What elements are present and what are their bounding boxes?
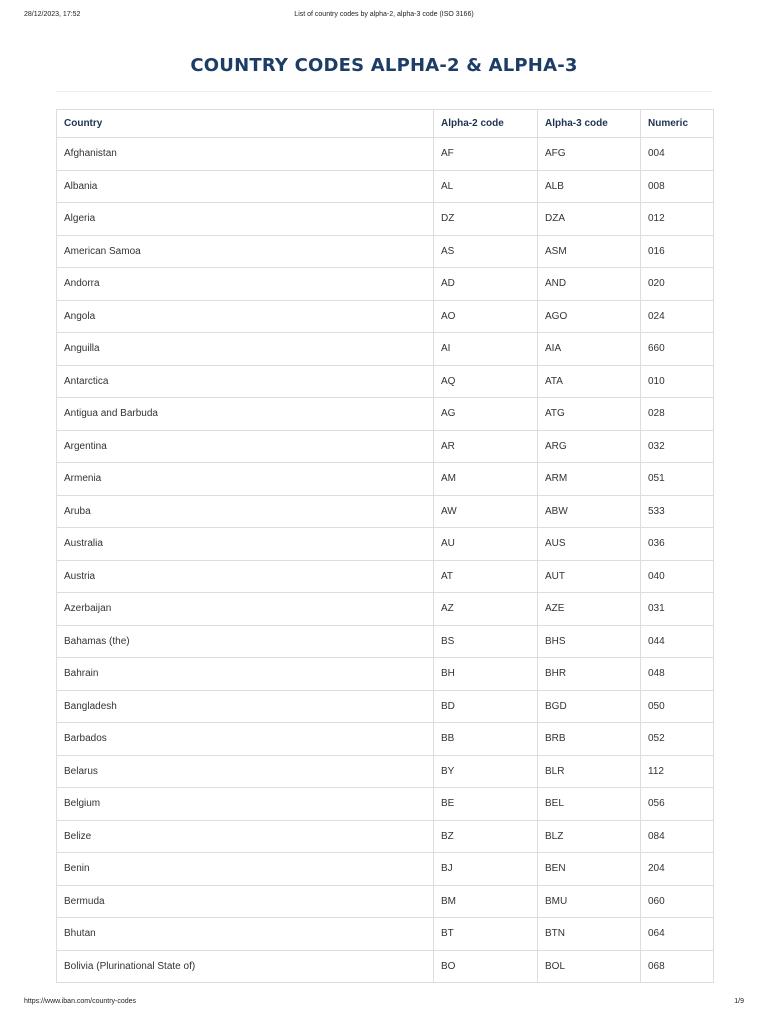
numeric-cell: 040 <box>641 560 714 593</box>
alpha-2-cell: BM <box>434 885 538 918</box>
country-cell: Argentina <box>57 430 434 463</box>
alpha-2-cell: AW <box>434 495 538 528</box>
alpha-3-cell: BRB <box>538 723 641 756</box>
numeric-cell: 020 <box>641 268 714 301</box>
numeric-cell: 031 <box>641 593 714 626</box>
numeric-cell: 204 <box>641 853 714 886</box>
numeric-cell: 048 <box>641 658 714 691</box>
alpha-2-cell: BY <box>434 755 538 788</box>
country-cell: Austria <box>57 560 434 593</box>
table-row <box>57 950 714 983</box>
numeric-cell: 032 <box>641 430 714 463</box>
table-row <box>57 625 714 658</box>
table-row <box>57 918 714 951</box>
alpha-3-cell: BHR <box>538 658 641 691</box>
table-row <box>57 690 714 723</box>
alpha-2-cell: AR <box>434 430 538 463</box>
country-cell: Belgium <box>57 788 434 821</box>
alpha-2-cell: BT <box>434 918 538 951</box>
alpha-3-cell: BMU <box>538 885 641 918</box>
alpha-3-cell: BLR <box>538 755 641 788</box>
alpha-2-cell: AO <box>434 300 538 333</box>
alpha-2-cell: AI <box>434 333 538 366</box>
table-row <box>57 853 714 886</box>
alpha-3-cell: BLZ <box>538 820 641 853</box>
country-cell: Benin <box>57 853 434 886</box>
numeric-cell: 112 <box>641 755 714 788</box>
country-codes-table <box>56 109 714 983</box>
country-cell: Bangladesh <box>57 690 434 723</box>
alpha-3-cell: DZA <box>538 203 641 236</box>
numeric-cell: 064 <box>641 918 714 951</box>
country-cell: Australia <box>57 528 434 561</box>
alpha-2-cell: BJ <box>434 853 538 886</box>
numeric-cell: 084 <box>641 820 714 853</box>
country-cell: Bhutan <box>57 918 434 951</box>
alpha-3-cell: BHS <box>538 625 641 658</box>
numeric-cell: 068 <box>641 950 714 983</box>
column-header-alpha-2: Alpha-2 code <box>434 110 538 138</box>
alpha-3-cell: BOL <box>538 950 641 983</box>
numeric-cell: 008 <box>641 170 714 203</box>
numeric-cell: 028 <box>641 398 714 431</box>
page-number: 1/9 <box>734 998 744 1005</box>
alpha-3-cell: BGD <box>538 690 641 723</box>
country-cell: Afghanistan <box>57 138 434 171</box>
table-row <box>57 495 714 528</box>
alpha-3-cell: AND <box>538 268 641 301</box>
table-row <box>57 820 714 853</box>
table-row <box>57 723 714 756</box>
alpha-2-cell: AD <box>434 268 538 301</box>
column-header-country: Country <box>57 110 434 138</box>
table-row <box>57 365 714 398</box>
country-cell: Barbados <box>57 723 434 756</box>
alpha-2-cell: AF <box>434 138 538 171</box>
country-cell: Andorra <box>57 268 434 301</box>
table-body <box>57 138 714 983</box>
page-title: COUNTRY CODES ALPHA-2 & ALPHA-3 <box>190 55 578 76</box>
table-row <box>57 398 714 431</box>
alpha-2-cell: AZ <box>434 593 538 626</box>
table-row <box>57 170 714 203</box>
table-row <box>57 235 714 268</box>
print-header <box>24 11 744 23</box>
alpha-3-cell: AUT <box>538 560 641 593</box>
country-cell: Bolivia (Plurinational State of) <box>57 950 434 983</box>
alpha-3-cell: ARM <box>538 463 641 496</box>
column-header-numeric: Numeric <box>641 110 714 138</box>
numeric-cell: 056 <box>641 788 714 821</box>
alpha-2-cell: AS <box>434 235 538 268</box>
alpha-3-cell: AIA <box>538 333 641 366</box>
alpha-3-cell: ALB <box>538 170 641 203</box>
document-title: List of country codes by alpha-2, alpha-3 code (ISO 3166) <box>294 11 474 18</box>
table-row <box>57 138 714 171</box>
country-cell: Armenia <box>57 463 434 496</box>
table-row <box>57 755 714 788</box>
alpha-2-cell: BD <box>434 690 538 723</box>
alpha-3-cell: BEL <box>538 788 641 821</box>
table-header-row <box>57 110 714 138</box>
alpha-2-cell: BE <box>434 788 538 821</box>
numeric-cell: 010 <box>641 365 714 398</box>
numeric-cell: 050 <box>641 690 714 723</box>
country-cell: Azerbaijan <box>57 593 434 626</box>
alpha-3-cell: BTN <box>538 918 641 951</box>
alpha-2-cell: DZ <box>434 203 538 236</box>
table-row <box>57 560 714 593</box>
alpha-3-cell: BEN <box>538 853 641 886</box>
alpha-2-cell: BS <box>434 625 538 658</box>
table-row <box>57 300 714 333</box>
country-cell: Bahrain <box>57 658 434 691</box>
alpha-2-cell: AL <box>434 170 538 203</box>
print-footer <box>24 998 744 1010</box>
numeric-cell: 051 <box>641 463 714 496</box>
alpha-2-cell: BO <box>434 950 538 983</box>
alpha-3-cell: AZE <box>538 593 641 626</box>
numeric-cell: 016 <box>641 235 714 268</box>
alpha-3-cell: ARG <box>538 430 641 463</box>
alpha-3-cell: ATG <box>538 398 641 431</box>
alpha-2-cell: AG <box>434 398 538 431</box>
alpha-2-cell: AU <box>434 528 538 561</box>
country-cell: Angola <box>57 300 434 333</box>
table-row <box>57 268 714 301</box>
alpha-2-cell: AQ <box>434 365 538 398</box>
alpha-3-cell: ABW <box>538 495 641 528</box>
numeric-cell: 024 <box>641 300 714 333</box>
print-date: 28/12/2023, 17:52 <box>24 11 81 18</box>
country-cell: Bahamas (the) <box>57 625 434 658</box>
table-row <box>57 658 714 691</box>
alpha-3-cell: ATA <box>538 365 641 398</box>
numeric-cell: 052 <box>641 723 714 756</box>
table-row <box>57 593 714 626</box>
country-cell: Belize <box>57 820 434 853</box>
country-cell: Anguilla <box>57 333 434 366</box>
alpha-3-cell: AFG <box>538 138 641 171</box>
numeric-cell: 004 <box>641 138 714 171</box>
table-row <box>57 203 714 236</box>
table-row <box>57 788 714 821</box>
numeric-cell: 044 <box>641 625 714 658</box>
table-row <box>57 528 714 561</box>
country-cell: American Samoa <box>57 235 434 268</box>
country-cell: Antigua and Barbuda <box>57 398 434 431</box>
alpha-2-cell: BH <box>434 658 538 691</box>
country-cell: Bermuda <box>57 885 434 918</box>
table-header <box>57 110 714 138</box>
country-cell: Antarctica <box>57 365 434 398</box>
country-cell: Belarus <box>57 755 434 788</box>
page-url: https://www.iban.com/country-codes <box>24 998 137 1005</box>
country-cell: Albania <box>57 170 434 203</box>
title-divider <box>56 91 712 92</box>
alpha-2-cell: AT <box>434 560 538 593</box>
country-cell: Algeria <box>57 203 434 236</box>
numeric-cell: 660 <box>641 333 714 366</box>
table-row <box>57 430 714 463</box>
country-cell: Aruba <box>57 495 434 528</box>
table-row <box>57 333 714 366</box>
alpha-2-cell: AM <box>434 463 538 496</box>
alpha-3-cell: AGO <box>538 300 641 333</box>
alpha-2-cell: BB <box>434 723 538 756</box>
alpha-3-cell: AUS <box>538 528 641 561</box>
column-header-alpha-3: Alpha-3 code <box>538 110 641 138</box>
alpha-3-cell: ASM <box>538 235 641 268</box>
numeric-cell: 533 <box>641 495 714 528</box>
alpha-2-cell: BZ <box>434 820 538 853</box>
numeric-cell: 012 <box>641 203 714 236</box>
table-row <box>57 463 714 496</box>
numeric-cell: 060 <box>641 885 714 918</box>
table-row <box>57 885 714 918</box>
numeric-cell: 036 <box>641 528 714 561</box>
